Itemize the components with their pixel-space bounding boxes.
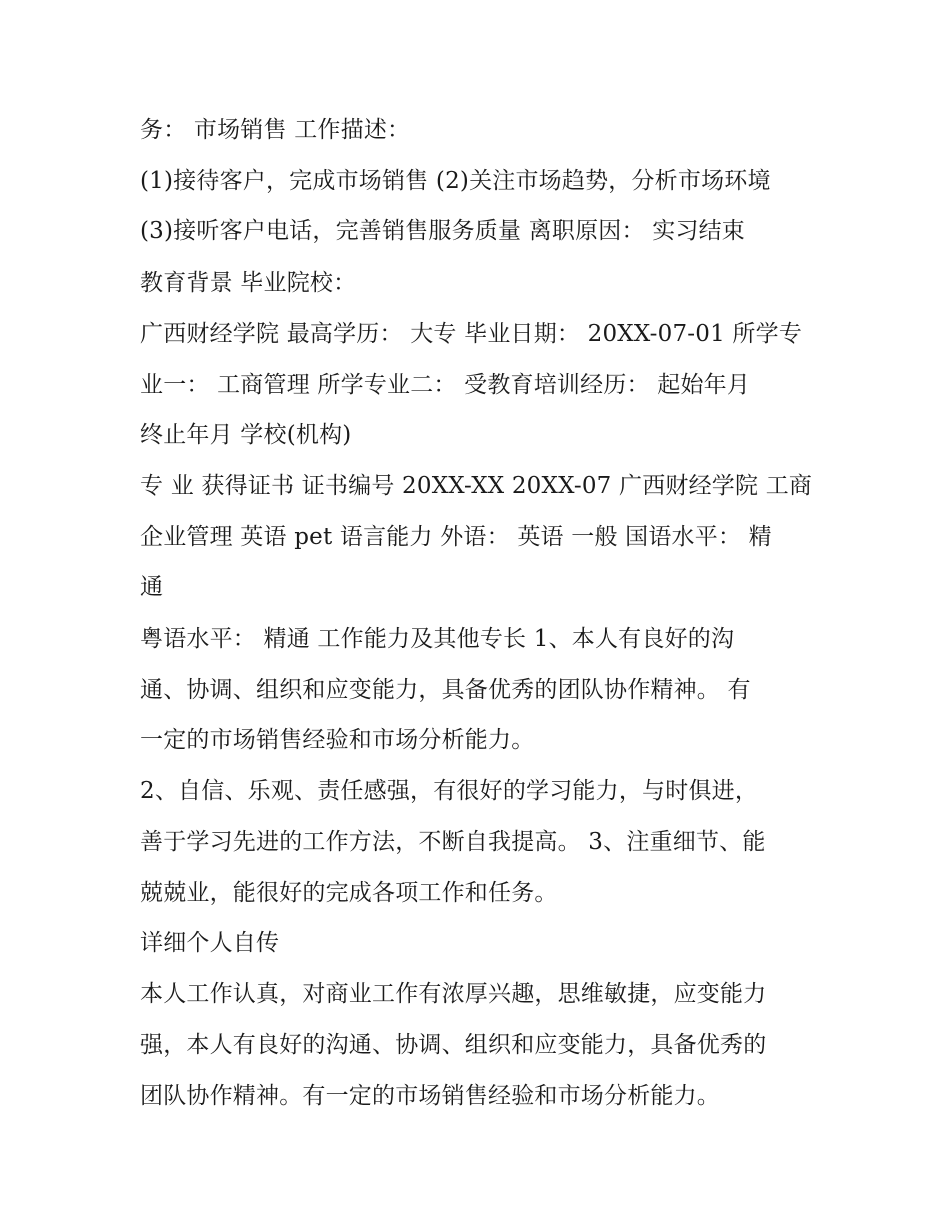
text-line: 业一： 工商管理 所学专业二： 受教育培训经历： 起始年月 [140, 372, 751, 398]
text-line: 终止年月 学校(机构) [140, 422, 352, 448]
text-line: 善于学习先进的工作方法，不断自我提高。 3、注重细节、能 [140, 829, 766, 855]
text-line: (3)接听客户电话，完善销售服务质量 离职原因： 实习结束 [140, 218, 746, 244]
text-line: 企业管理 英语 pet 语言能力 外语： 英语 一般 国语水平： 精 [140, 524, 772, 550]
text-line: 本人工作认真，对商业工作有浓厚兴趣，思维敏捷，应变能力 [140, 981, 767, 1007]
text-line: 务： 市场销售 工作描述： [140, 117, 411, 143]
text-line: 强，本人有良好的沟通、协调、组织和应变能力，具备优秀的 [140, 1032, 767, 1058]
text-line: 广西财经学院 最高学历： 大专 毕业日期： 20XX-07-01 所学专 [140, 321, 803, 347]
text-line: (1)接待客户，完成市场销售 (2)关注市场趋势，分析市场环境 [140, 168, 771, 194]
text-line: 专 业 获得证书 证书编号 20XX-XX 20XX-07 广西财经学院 工商 [140, 473, 813, 499]
text-line: 教育背景 毕业院校： [140, 270, 357, 296]
text-line: 粤语水平： 精通 工作能力及其他专长 1、本人有良好的沟 [140, 626, 735, 652]
text-line: 2、自信、乐观、责任感强，有很好的学习能力，与时俱进， [140, 778, 759, 804]
text-line: 团队协作精神。有一定的市场销售经验和市场分析能力。 [140, 1083, 720, 1109]
text-line: 通、协调、组织和应变能力，具备优秀的团队协作精神。 有 [140, 677, 751, 703]
text-line: 兢兢业，能很好的完成各项工作和任务。 [140, 880, 558, 906]
text-line: 一定的市场销售经验和市场分析能力。 [140, 727, 535, 753]
text-line: 通 [140, 574, 164, 600]
section-heading: 详细个人自传 [140, 930, 280, 956]
